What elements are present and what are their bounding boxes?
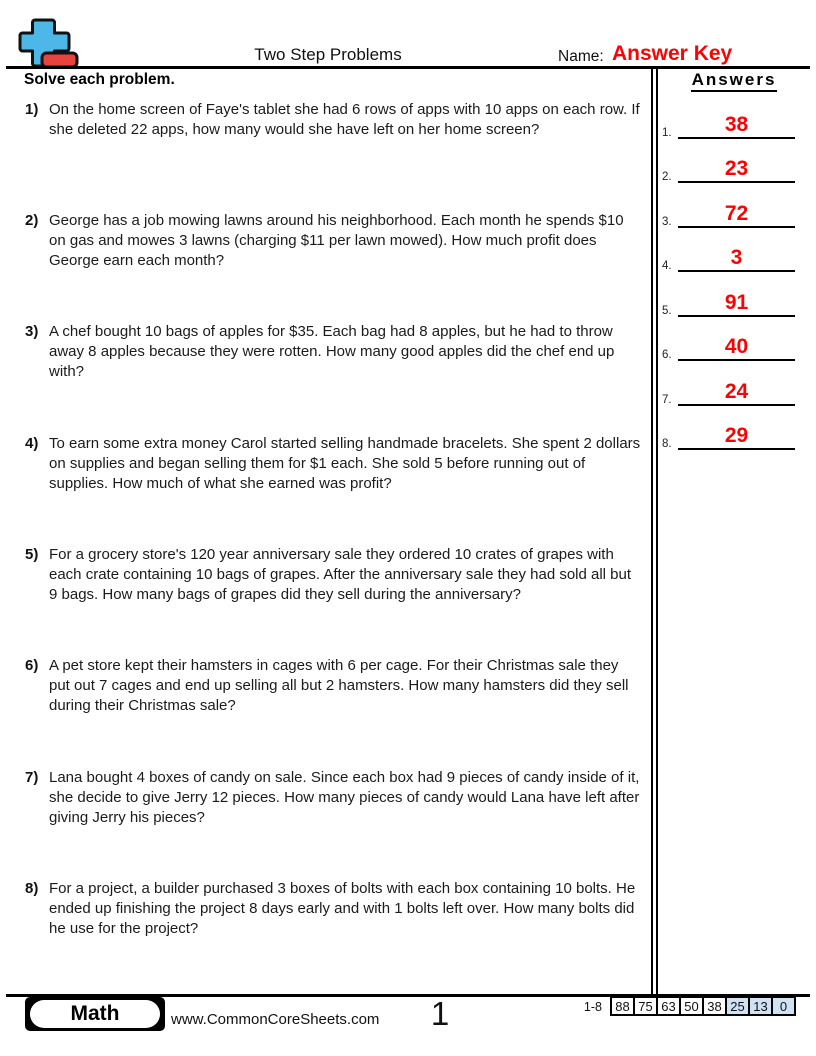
score-cell: 63: [656, 996, 681, 1016]
answer-line: [678, 137, 795, 139]
answer-number: 5.: [662, 305, 672, 317]
problem-item: [25, 545, 647, 605]
answer-line: [678, 448, 795, 450]
problem-text: For a grocery store's 120 year anniversary sale they ordered 10 crates of grapes with each crate containing 10 bags of grapes. After the anniversary sale they had sold all but 9 bags. How many bags of grapes did they sell during the anniversary?: [49, 546, 632, 603]
problem-number: 8): [25, 880, 39, 897]
problem-text: To earn some extra money Carol started selling handmade bracelets. She spent 2 dollars on supplies and began selling them for $1 each. She sold 5 before running out of supplies. How much of what she earned was profit?: [49, 435, 641, 492]
problem-text: George has a job mowing lawns around his neighborhood. Each month he spends $10 on gas and mowes 3 lawns (charging $11 per lawn mowed). How much profit does George earn each month?: [49, 212, 624, 269]
score-cell: 0: [771, 996, 796, 1016]
name-label: Name:: [558, 48, 604, 65]
page-number: 1: [430, 995, 450, 1032]
answer-number: 8.: [662, 438, 672, 450]
answer-number: 6.: [662, 349, 672, 361]
problem-text: A pet store kept their hamsters in cages with 6 per cage. For their Christmas sale they put out 7 cages and end up selling all but 2 hamsters. How many hamsters did they sell during their Christmas sale?: [49, 657, 629, 714]
answer-number: 2.: [662, 171, 672, 183]
website-url: www.CommonCoreSheets.com: [171, 1011, 380, 1028]
answer-value: 40: [724, 335, 749, 358]
answers-title: [660, 70, 808, 90]
answer-number: 7.: [662, 394, 672, 406]
problem-number: 1): [25, 101, 39, 118]
answer-line: [678, 226, 795, 228]
answer-line: [678, 270, 795, 272]
answer-row: [656, 421, 795, 450]
answer-row: [656, 332, 795, 361]
answer-row: [656, 199, 795, 228]
problem-item: [25, 879, 647, 939]
answer-row: [656, 377, 795, 406]
subject-label: Math: [30, 1000, 160, 1028]
problem-item: [25, 434, 647, 494]
header-rule: [6, 66, 810, 69]
score-cell: 88: [610, 996, 635, 1016]
answer-line: [678, 181, 795, 183]
subject-badge: [25, 997, 165, 1031]
answer-line: [678, 404, 795, 406]
instructions-text: Solve each problem.: [24, 71, 175, 88]
score-cell: 50: [679, 996, 704, 1016]
problem-text: A chef bought 10 bags of apples for $35. Each bag had 8 apples, but he had to throw away 8 apples because they were rotten. How many good apples did the chef end up with?: [49, 323, 615, 380]
problem-number: 4): [25, 435, 39, 452]
score-cell: 25: [725, 996, 750, 1016]
answer-value: 91: [724, 291, 749, 314]
answers-title-label: Answers: [691, 70, 778, 92]
answer-value: 38: [724, 113, 749, 136]
score-range-label: 1-8: [583, 1000, 602, 1014]
answer-line: [678, 359, 795, 361]
problem-item: [25, 211, 647, 271]
problem-text: On the home screen of Faye's tablet she had 6 rows of apps with 10 apps on each row. If she deleted 22 apps, how many would she have left on her home screen?: [49, 101, 640, 138]
answer-key-text: Answer Key: [612, 42, 733, 65]
worksheet-title: Two Step Problems: [254, 45, 402, 64]
problem-item: [25, 656, 647, 716]
answer-row: [656, 154, 795, 183]
problem-number: 3): [25, 323, 39, 340]
problem-number: 2): [25, 212, 39, 229]
problem-number: 7): [25, 769, 39, 786]
problem-number: 6): [25, 657, 39, 674]
answer-value: 72: [724, 202, 749, 225]
score-table: [610, 996, 796, 1016]
problem-item: [25, 768, 647, 828]
score-cell: 38: [702, 996, 727, 1016]
answer-value: 3: [730, 246, 743, 269]
problem-item: [25, 100, 647, 140]
answer-row: [656, 110, 795, 139]
problem-number: 5): [25, 546, 39, 563]
problem-text: Lana bought 4 boxes of candy on sale. Since each box had 9 pieces of candy inside of it, she decide to give Jerry 12 pieces. How many pieces of candy would Lana have left after giving Jerry his pieces?: [49, 769, 640, 826]
answer-value: 24: [724, 380, 749, 403]
answer-value: 29: [724, 424, 749, 447]
score-cell: 75: [633, 996, 658, 1016]
problem-text: For a project, a builder purchased 3 boxes of bolts with each box containing 10 bolts. He ended up finishing the project 8 days early and with 1 bolts left over. How many bolts did he use for the project?: [49, 880, 636, 937]
answer-row: [656, 243, 795, 272]
answer-row: [656, 288, 795, 317]
answer-number: 1.: [662, 127, 672, 139]
problem-item: [25, 322, 647, 382]
answer-number: 4.: [662, 260, 672, 272]
score-cell: 13: [748, 996, 773, 1016]
answer-value: 23: [724, 157, 749, 180]
answer-line: [678, 315, 795, 317]
answer-number: 3.: [662, 216, 672, 228]
